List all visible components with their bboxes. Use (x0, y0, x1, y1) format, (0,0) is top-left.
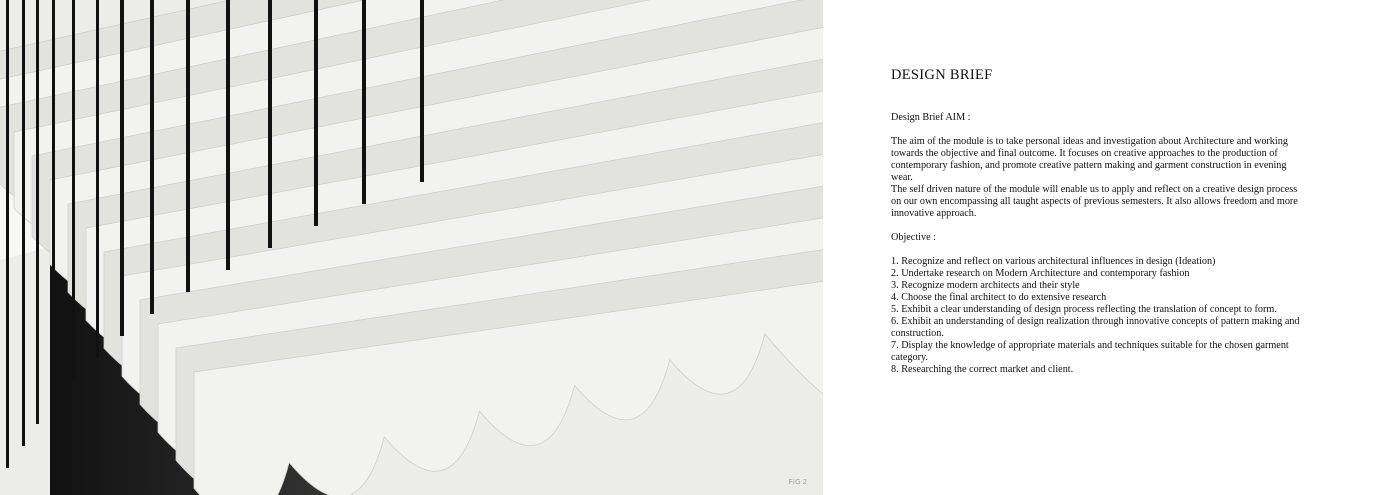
objective-item: 5. Exhibit a clear understanding of design process reflecting the translation of concept to form. (891, 304, 1277, 315)
hanging-rod (36, 0, 39, 424)
figure-caption: FIG 2 (788, 479, 807, 486)
hanging-rod (226, 0, 230, 270)
objective-item: 8. Researching the correct market and client. (891, 364, 1074, 375)
objective-item: 6. Exhibit an understanding of design realization through innovative concepts of pattern making and construction. (891, 316, 1300, 339)
hanging-rod (314, 0, 318, 226)
hanging-rod (362, 0, 366, 204)
hanging-rod (268, 0, 272, 248)
aim-paragraph-1: The aim of the module is to take personal ideas and investigation about Architecture and working towards the objective and final outcome. It focuses on creative approaches to the production of contemporary fashion, and promote creative pattern making and garment construction in evening wear. (891, 136, 1288, 183)
hanging-rod (22, 0, 25, 446)
hanging-rod (6, 0, 9, 468)
objective-heading: Objective : (891, 232, 936, 243)
aim-paragraph-2: The self driven nature of the module will enable us to apply and reflect on a creative design process on our own encompassing all taught aspects of previous semesters. It also allows freedom and more innovative approach. (891, 184, 1298, 219)
page-title: DESIGN BRIEF (891, 67, 993, 83)
hanging-rod (120, 0, 124, 336)
objective-item: 7. Display the knowledge of appropriate materials and techniques suitable for the chosen garment category. (891, 340, 1289, 363)
hanging-rod (150, 0, 154, 314)
hanging-rod (186, 0, 190, 292)
objective-item: 2. Undertake research on Modern Architecture and contemporary fashion (891, 268, 1190, 279)
objectives-list (891, 256, 1301, 376)
design-brief-page (891, 66, 1301, 376)
hanging-rod (52, 0, 55, 402)
objective-item: 1. Recognize and reflect on various architectural influences in design (Ideation) (891, 256, 1216, 267)
brief-body (891, 112, 1301, 376)
objective-item: 4. Choose the final architect to do extensive research (891, 292, 1107, 303)
hanging-rod (72, 0, 75, 380)
hanging-rod (96, 0, 99, 358)
objective-item: 3. Recognize modern architects and their style (891, 280, 1080, 291)
aim-heading: Design Brief AIM : (891, 112, 971, 123)
hanging-rod (420, 0, 424, 182)
